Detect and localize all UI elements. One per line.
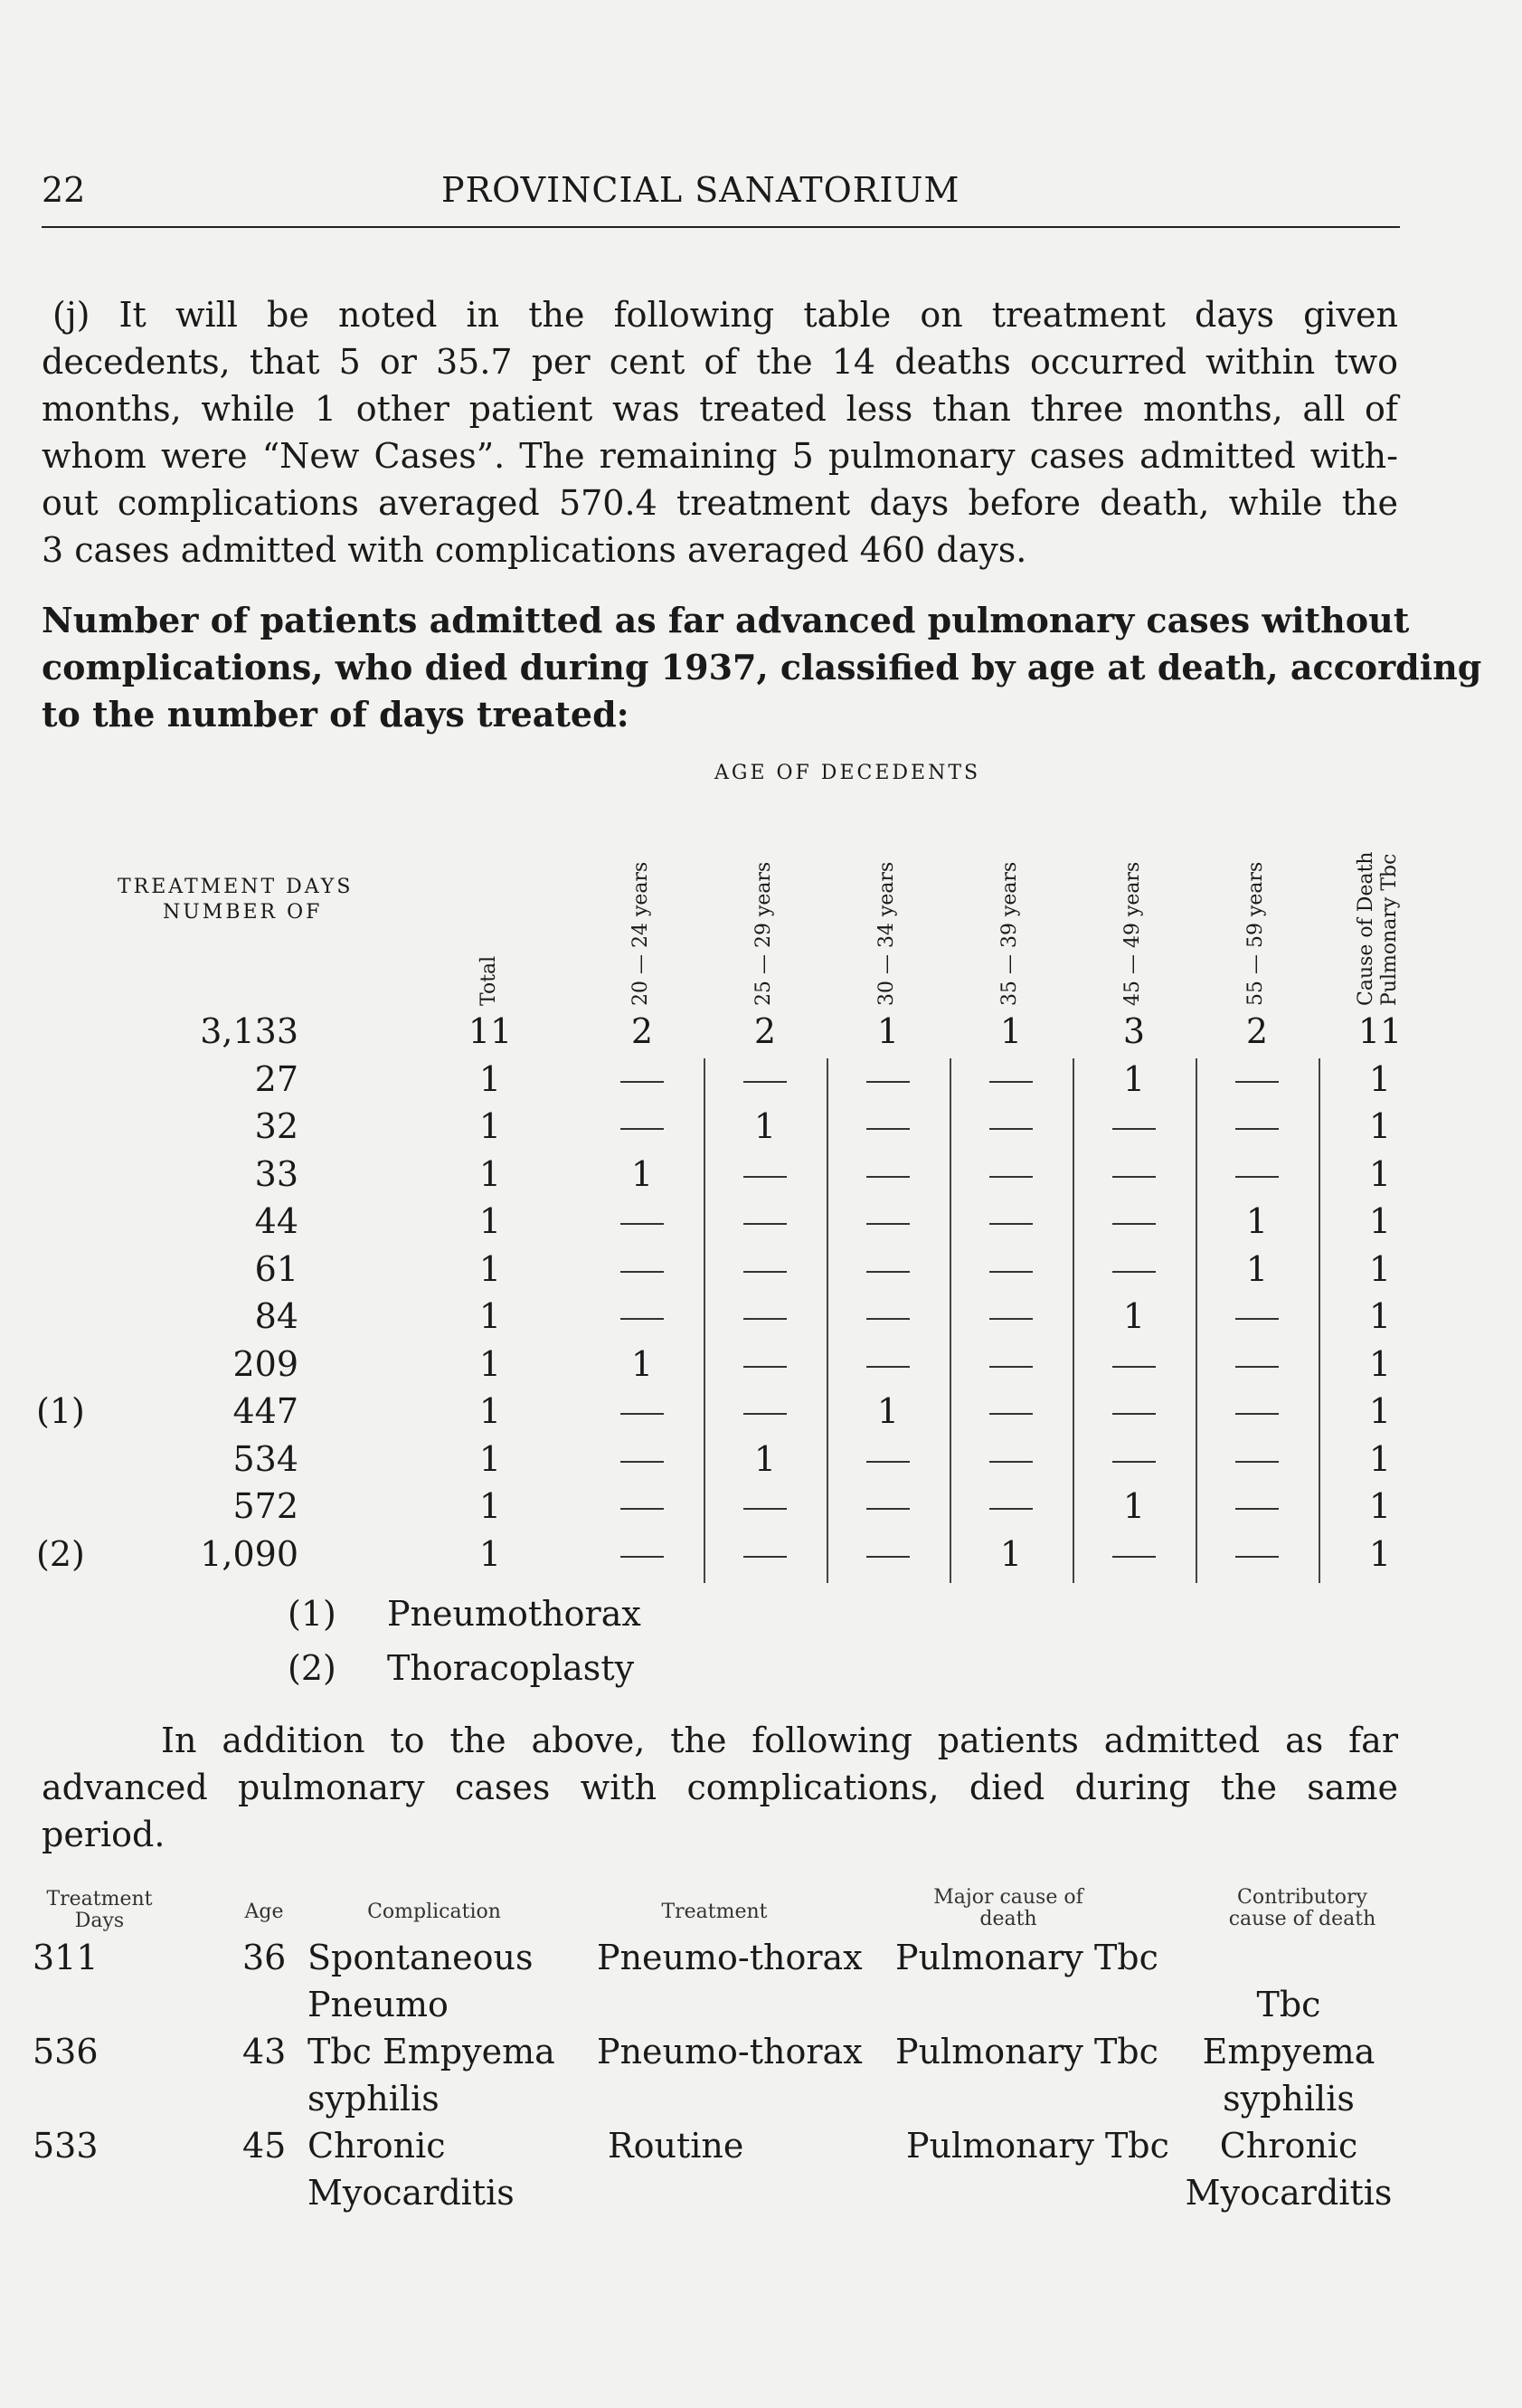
- treatment-days-cell: 3,133: [200, 1011, 298, 1051]
- table-cell: 1: [1368, 1296, 1392, 1336]
- intro-line: out complications averaged 570.4 treatment days before death, while the: [42, 483, 1398, 523]
- table-cell: 1: [1368, 1438, 1392, 1479]
- column-header: Total: [477, 955, 500, 1006]
- empty-cell-dash: [620, 1461, 664, 1463]
- column-separator: [1073, 1058, 1074, 1583]
- empty-cell-dash: [1235, 1128, 1279, 1130]
- table-cell: 1: [478, 1391, 502, 1431]
- table-cell: 1: [478, 1106, 502, 1146]
- column-header: 25 — 29 years: [752, 861, 775, 1006]
- row-treatment: Routine: [608, 2126, 744, 2166]
- treatment-days-cell: 44: [254, 1201, 298, 1241]
- column-header: Cause of Death Pulmonary Tbc: [1355, 851, 1401, 1006]
- table-cell: 1: [753, 1106, 777, 1146]
- row-contributory: Empyema: [1202, 2032, 1375, 2071]
- footnote-text: Thoracoplasty: [387, 1648, 635, 1688]
- footnote-mark: (1): [288, 1594, 336, 1634]
- column-separator: [827, 1058, 828, 1583]
- empty-cell-dash: [743, 1223, 787, 1225]
- second-line: In addition to the above, the following patients admitted as far: [161, 1721, 1398, 1760]
- table-heading-line: to the number of days treated:: [42, 694, 629, 735]
- empty-cell-dash: [866, 1081, 910, 1083]
- empty-cell-dash: [743, 1413, 787, 1415]
- intro-paragraph: [42, 291, 1398, 574]
- table-cell: 1: [999, 1011, 1023, 1051]
- treatment-days-cell: 534: [232, 1438, 298, 1479]
- row-major-cause: Pulmonary Tbc: [895, 2032, 1158, 2071]
- empty-cell-dash: [866, 1508, 910, 1510]
- column-separator: [1319, 1058, 1320, 1583]
- second-line: advanced pulmonary cases with complications, died during the same: [42, 1768, 1398, 1807]
- intro-line: (j) It will be noted in the following table on treatment days given: [52, 295, 1398, 335]
- empty-cell-dash: [1235, 1318, 1279, 1320]
- table-cell: 1: [876, 1011, 900, 1051]
- intro-line: 3 cases admitted with complications averaged 460 days.: [42, 530, 1027, 570]
- treatment-days-cell: 447: [232, 1391, 298, 1431]
- empty-cell-dash: [866, 1128, 910, 1130]
- empty-cell-dash: [989, 1081, 1033, 1083]
- empty-cell-dash: [743, 1271, 787, 1273]
- intro-line: decedents, that 5 or 35.7 per cent of the 14 deaths occurred within two: [42, 342, 1398, 382]
- empty-cell-dash: [989, 1223, 1033, 1225]
- table-cell: 1: [1122, 1296, 1146, 1336]
- empty-cell-dash: [866, 1461, 910, 1463]
- empty-cell-dash: [620, 1556, 664, 1558]
- t2-header-days: Treatment Days: [46, 1888, 153, 1932]
- empty-cell-dash: [620, 1271, 664, 1273]
- row-mark: (2): [36, 1533, 85, 1574]
- table-cell: 1: [478, 1153, 502, 1194]
- empty-cell-dash: [620, 1128, 664, 1130]
- table-cell: 2: [1245, 1011, 1269, 1051]
- second-line: period.: [42, 1815, 165, 1854]
- empty-cell-dash: [1235, 1081, 1279, 1083]
- empty-cell-dash: [1112, 1461, 1156, 1463]
- t2-header-contributory: Contributory cause of death: [1228, 1886, 1376, 1930]
- row-mark: (1): [36, 1391, 85, 1431]
- table-cell: 1: [1368, 1248, 1392, 1289]
- table-cell: 1: [478, 1058, 502, 1099]
- table-cell: 1: [1368, 1343, 1392, 1384]
- row-contributory: Chronic: [1219, 2126, 1358, 2166]
- empty-cell-dash: [1112, 1366, 1156, 1368]
- empty-cell-dash: [1112, 1271, 1156, 1273]
- row-days: 533: [33, 2126, 99, 2166]
- empty-cell-dash: [743, 1366, 787, 1368]
- row-treatment: Pneumo-thorax: [597, 2032, 863, 2071]
- t2-header-complication: Complication: [367, 1901, 501, 1923]
- empty-cell-dash: [743, 1508, 787, 1510]
- table-heading: [42, 597, 1482, 738]
- empty-cell-dash: [989, 1461, 1033, 1463]
- empty-cell-dash: [743, 1176, 787, 1178]
- empty-cell-dash: [1235, 1413, 1279, 1415]
- empty-cell-dash: [989, 1508, 1033, 1510]
- table-cell: 1: [478, 1343, 502, 1384]
- empty-cell-dash: [1235, 1176, 1279, 1178]
- table-cell: 1: [1368, 1201, 1392, 1241]
- empty-cell-dash: [620, 1318, 664, 1320]
- empty-cell-dash: [1235, 1461, 1279, 1463]
- table-cell: 1: [478, 1533, 502, 1574]
- table-cell: 1: [478, 1438, 502, 1479]
- empty-cell-dash: [866, 1223, 910, 1225]
- table-cell: 1: [1245, 1201, 1269, 1241]
- row-header-line2: NUMBER OF: [163, 901, 323, 924]
- table-cell: 1: [478, 1296, 502, 1336]
- column-header: 35 — 39 years: [998, 861, 1021, 1006]
- row-age: 45: [242, 2126, 287, 2166]
- row-major-cause: Pulmonary Tbc: [895, 1938, 1158, 1977]
- table-cell: 1: [1368, 1486, 1392, 1526]
- row-contributory: syphilis: [1223, 2079, 1355, 2119]
- t2-header-treatment: Treatment: [661, 1901, 768, 1923]
- table-cell: 1: [1368, 1533, 1392, 1574]
- table-cell: 1: [478, 1486, 502, 1526]
- table-cell: 1: [478, 1248, 502, 1289]
- row-treatment: Pneumo-thorax: [597, 1938, 863, 1977]
- row-contributory: Tbc: [1256, 1985, 1321, 2024]
- empty-cell-dash: [989, 1128, 1033, 1130]
- table-cell: 1: [1122, 1058, 1146, 1099]
- table-cell: 2: [753, 1011, 777, 1051]
- treatment-days-cell: 209: [232, 1343, 298, 1384]
- empty-cell-dash: [866, 1366, 910, 1368]
- table-cell: 1: [1245, 1248, 1269, 1289]
- empty-cell-dash: [620, 1413, 664, 1415]
- row-complication: Chronic: [307, 2126, 446, 2166]
- t2-header-age: Age: [244, 1901, 284, 1923]
- intro-line: months, while 1 other patient was treated less than three months, all of: [42, 389, 1398, 429]
- row-complication: Spontaneous: [307, 1938, 534, 1977]
- empty-cell-dash: [1112, 1413, 1156, 1415]
- t2-header-major: Major cause of death: [933, 1886, 1083, 1930]
- table-cell: 1: [1368, 1391, 1392, 1431]
- table-cell: 1: [999, 1533, 1023, 1574]
- treatment-days-cell: 572: [232, 1486, 298, 1526]
- empty-cell-dash: [620, 1508, 664, 1510]
- empty-cell-dash: [620, 1081, 664, 1083]
- age-group-header: AGE OF DECEDENTS: [714, 762, 981, 784]
- column-separator: [704, 1058, 705, 1583]
- empty-cell-dash: [1112, 1128, 1156, 1130]
- empty-cell-dash: [866, 1176, 910, 1178]
- row-days: 536: [33, 2032, 99, 2071]
- row-major-cause: Pulmonary Tbc: [906, 2126, 1169, 2166]
- row-complication: syphilis: [307, 2079, 440, 2119]
- table-cell: 11: [1357, 1011, 1403, 1051]
- row-header-line1: TREATMENT DAYS: [118, 876, 354, 898]
- empty-cell-dash: [620, 1223, 664, 1225]
- page-number: 22: [42, 170, 86, 210]
- column-header: 20 — 24 years: [629, 861, 652, 1006]
- empty-cell-dash: [866, 1271, 910, 1273]
- table-cell: 1: [753, 1438, 777, 1479]
- second-paragraph: [42, 1717, 1398, 1858]
- column-header: 30 — 34 years: [875, 861, 898, 1006]
- row-age: 43: [242, 2032, 287, 2071]
- empty-cell-dash: [989, 1176, 1033, 1178]
- row-days: 311: [33, 1938, 99, 1977]
- footnote-text: Pneumothorax: [387, 1594, 641, 1634]
- row-complication: Pneumo: [307, 1985, 449, 2024]
- row-complication: Myocarditis: [307, 2173, 515, 2213]
- treatment-days-cell: 61: [254, 1248, 298, 1289]
- table-cell: 2: [630, 1011, 654, 1051]
- treatment-days-cell: 84: [254, 1296, 298, 1336]
- column-separator: [1196, 1058, 1197, 1583]
- empty-cell-dash: [866, 1318, 910, 1320]
- treatment-days-cell: 1,090: [200, 1533, 298, 1574]
- empty-cell-dash: [1235, 1366, 1279, 1368]
- empty-cell-dash: [743, 1556, 787, 1558]
- table-cell: 1: [1122, 1486, 1146, 1526]
- empty-cell-dash: [989, 1366, 1033, 1368]
- empty-cell-dash: [989, 1271, 1033, 1273]
- empty-cell-dash: [1112, 1556, 1156, 1558]
- empty-cell-dash: [1112, 1223, 1156, 1225]
- footnote-mark: (2): [288, 1648, 336, 1688]
- row-contributory: Myocarditis: [1185, 2173, 1393, 2213]
- treatment-days-cell: 27: [254, 1058, 298, 1099]
- empty-cell-dash: [743, 1318, 787, 1320]
- table-cell: 1: [1368, 1058, 1392, 1099]
- empty-cell-dash: [989, 1318, 1033, 1320]
- column-header: 45 — 49 years: [1121, 861, 1144, 1006]
- table-heading-line: Number of patients admitted as far advanced pulmonary cases without: [42, 600, 1410, 640]
- table-cell: 1: [478, 1201, 502, 1241]
- empty-cell-dash: [1235, 1556, 1279, 1558]
- empty-cell-dash: [866, 1556, 910, 1558]
- table-cell: 1: [630, 1153, 654, 1194]
- table-cell: 1: [1368, 1106, 1392, 1146]
- intro-line: whom were “New Cases”. The remaining 5 pulmonary cases admitted with-: [42, 436, 1398, 476]
- empty-cell-dash: [989, 1413, 1033, 1415]
- column-separator: [950, 1058, 951, 1583]
- table-cell: 1: [1368, 1153, 1392, 1194]
- row-age: 36: [242, 1938, 287, 1977]
- treatment-days-cell: 32: [254, 1106, 298, 1146]
- empty-cell-dash: [1235, 1508, 1279, 1510]
- row-complication: Tbc Empyema: [307, 2032, 555, 2071]
- table-cell: 1: [876, 1391, 900, 1431]
- column-header: 55 — 59 years: [1244, 861, 1267, 1006]
- table-cell: 3: [1122, 1011, 1146, 1051]
- empty-cell-dash: [743, 1081, 787, 1083]
- empty-cell-dash: [1112, 1176, 1156, 1178]
- page-title: PROVINCIAL SANATORIUM: [441, 170, 960, 210]
- table-cell: 11: [468, 1011, 513, 1051]
- table-cell: 1: [630, 1343, 654, 1384]
- header-rule: [42, 226, 1400, 228]
- table-heading-line: complications, who died during 1937, classified by age at death, according: [42, 647, 1482, 687]
- treatment-days-cell: 33: [254, 1153, 298, 1194]
